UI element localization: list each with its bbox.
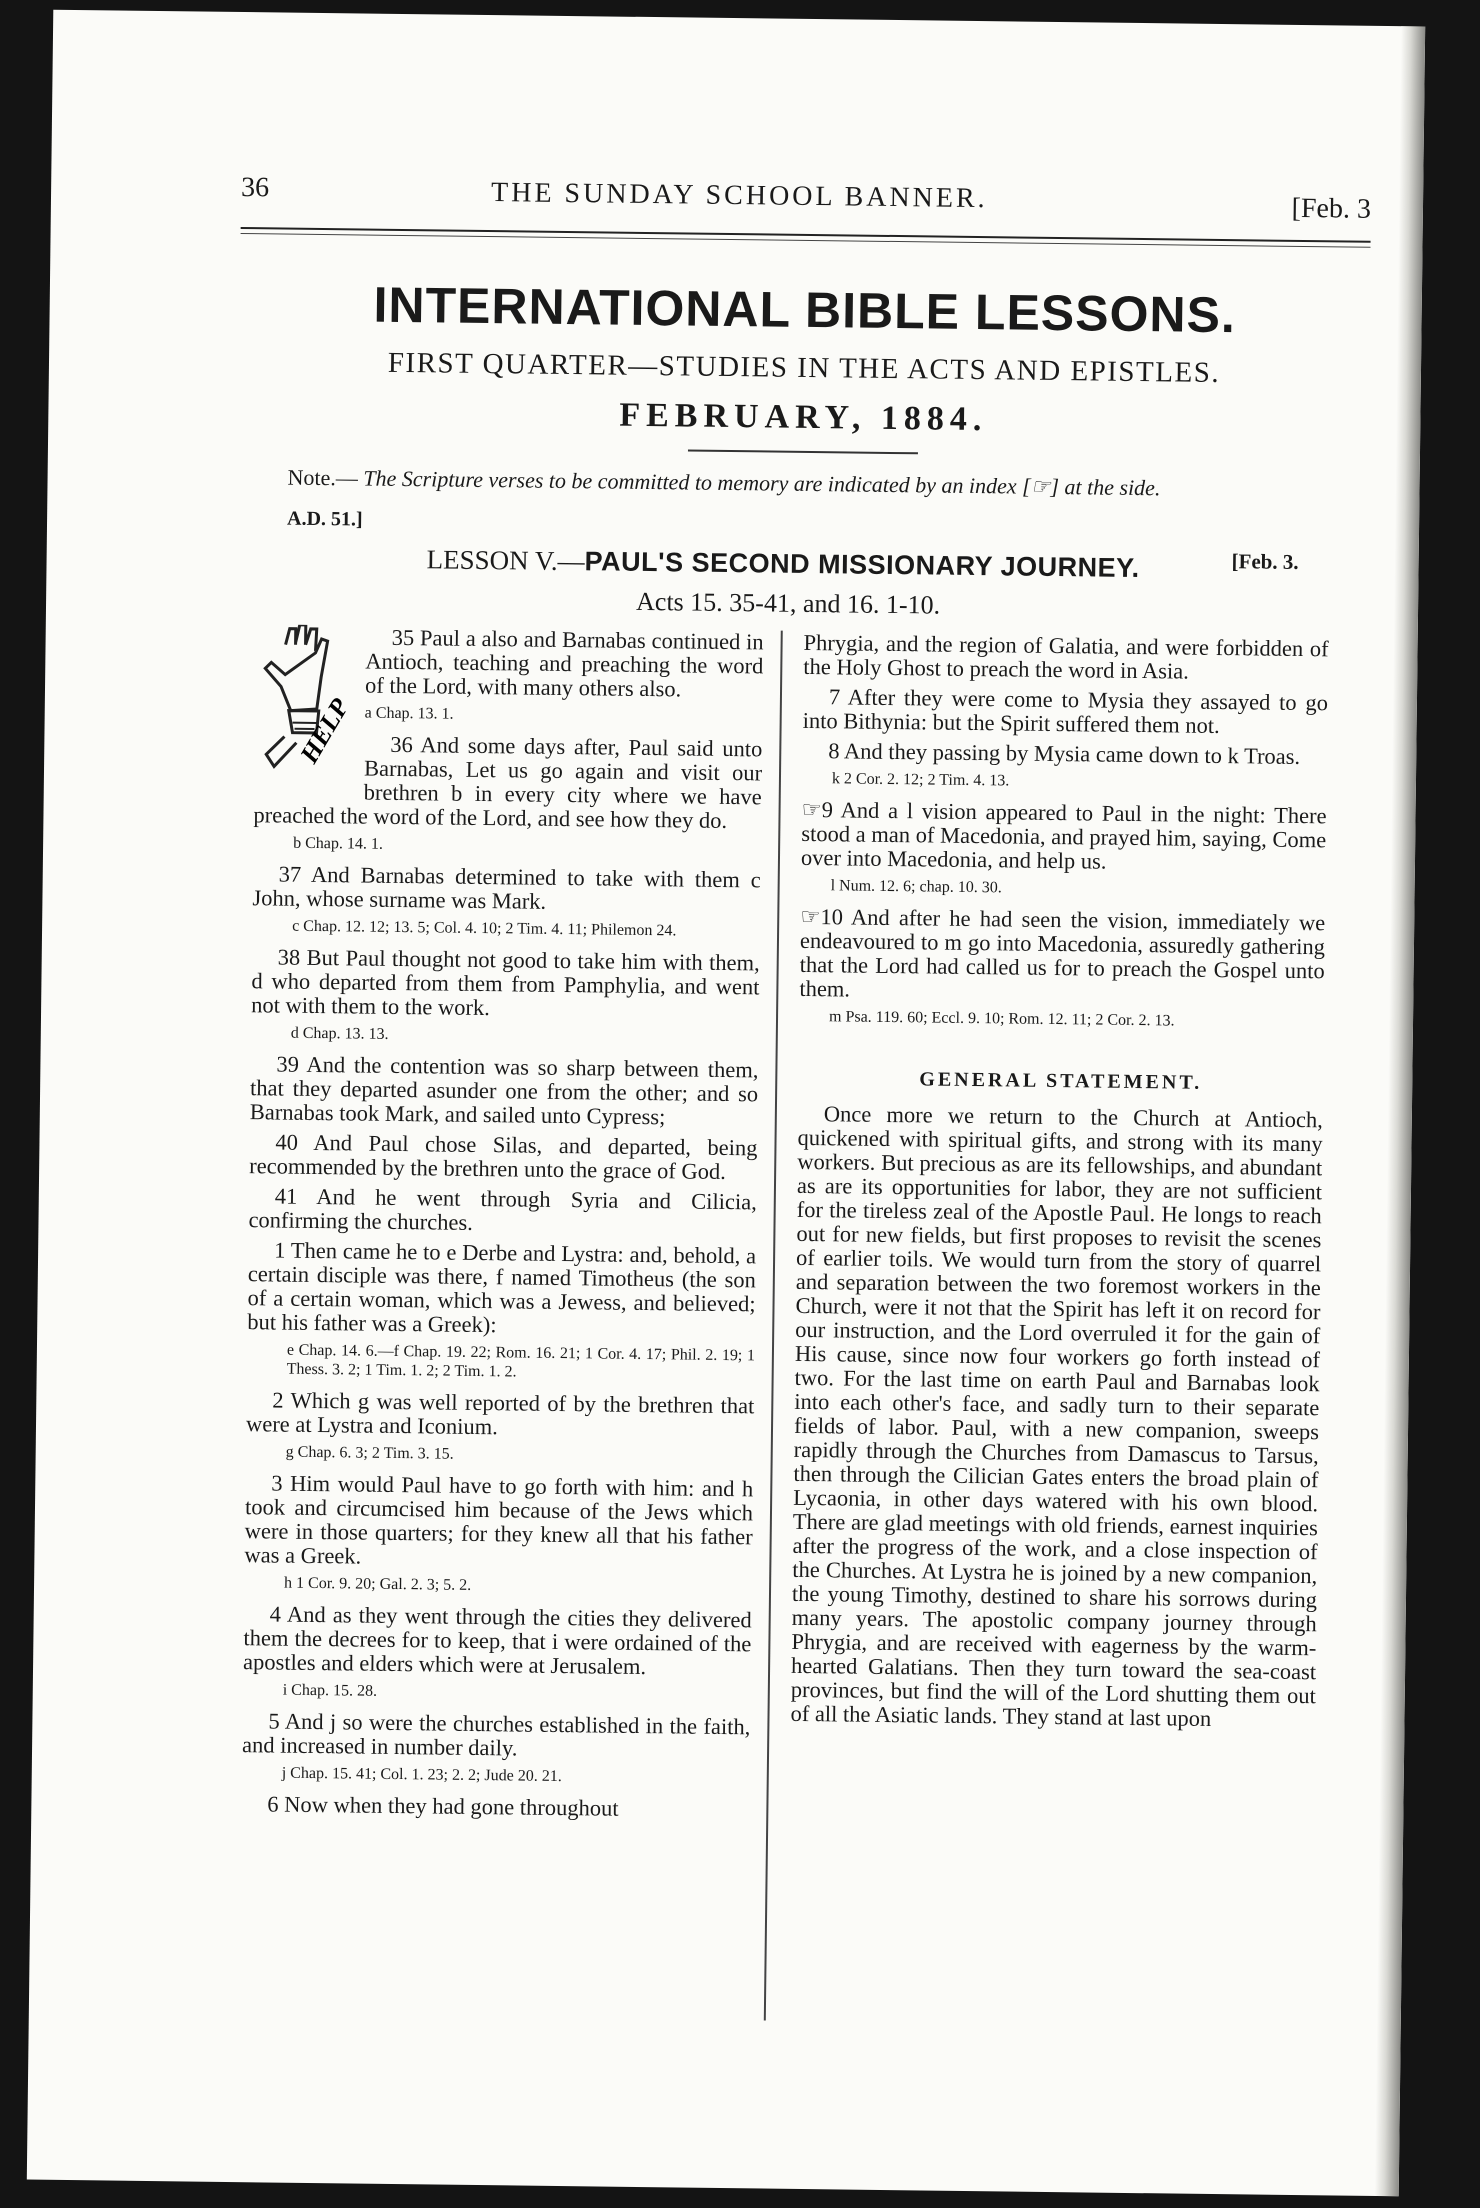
help-label: HELP bbox=[294, 693, 355, 769]
title-rule bbox=[688, 449, 918, 454]
marginal-reference: l Num. 12. 6; chap. 10. 30. bbox=[830, 877, 1002, 897]
running-head bbox=[241, 162, 1372, 226]
scanned-page bbox=[27, 10, 1425, 2197]
verse: 5 And j so were the churches established in the faith, and increased in number daily. bbox=[241, 1708, 751, 1761]
marginal-reference: c Chap. 12. 12; 13. 5; Col. 4. 10; 2 Tim. 4. 11; Philemon 24. bbox=[292, 917, 677, 940]
note-label: Note.— bbox=[287, 464, 359, 491]
verse: ☞9 And a l vision appeared to Paul in the night: There stood a man of Macedonia, and prayed him, saying, Come over into Macedonia, and help us. bbox=[800, 796, 1327, 874]
verse: 7 After they were come to Mysia they assayed to go into Bithynia: but the Spirit suffered them not. bbox=[802, 684, 1329, 739]
left-column bbox=[241, 624, 764, 1828]
general-statement-text: Once more we return to the Church at Antioch, quickened with spiritual gifts, and strong with its many workers. But precious as are its fellowships, and abundant as are its opportunities for labor, they are not sufficient for the tireless zeal of the Apostle Paul. He longs to reach out for new fields, but first proposes to revisit the scenes of earlier toils. We would turn from the story of quarrel and separation between the two foremost workers in the Church, were it not that the Spirit has left it on record for our instruction, and the Lord overruled it for the gain of His cause, since now four workers go forth instead of two. For the last time on earth Paul and Barnabas look into each other's face, and sadly turn to their separate fields of labor. Paul, with a new companion, sweeps rapidly through the Churches from Damascus to Tarsus, then through the Cilician Gates enters the broad plain of Lycaonia, in other days watered with his own blood. There are glad meetings with old friends, earnest inquiries after the progress of the work, and a close inspection of the Churches. At Lystra he is joined by a new companion, the young Timothy, destined to share his sorrows during many years. The apostolic company journey through Phrygia, and are received with eagerness by the warm-hearted Galatians. Then they turn toward the sea-coast provinces, but find the will of the Lord shutting them out of all the Asiatic lands. They stand at last upon bbox=[790, 1101, 1323, 1731]
scripture-reference: Acts 15. 35-41, and 16. 1-10. bbox=[635, 586, 941, 620]
right-column bbox=[790, 631, 1328, 1738]
left-verses bbox=[241, 624, 764, 1822]
running-date: [Feb. 3 bbox=[1291, 192, 1372, 225]
verse: 38 But Paul thought not good to take him with them, d who departed from them from Pamphylia, and went not with them to the work. bbox=[251, 944, 760, 1021]
page-number: 36 bbox=[240, 172, 270, 204]
verse: 3 Him would Paul have to go forth with him: and h took and circumcised him because of the Jews which were in those quarters; for they knew all that his father was a Greek. bbox=[244, 1470, 754, 1569]
marginal-reference: g Chap. 6. 3; 2 Tim. 3. 15. bbox=[285, 1443, 454, 1463]
note-text: The Scripture verses to be committed to memory are indicated by an index [☞] at the side. bbox=[363, 465, 1161, 501]
lesson-heading bbox=[426, 544, 1139, 584]
verse: 8 And they passing by Mysia came down to k Troas. bbox=[828, 738, 1301, 769]
periodical-title: THE SUNDAY SCHOOL BANNER. bbox=[490, 177, 988, 215]
help-hand-icon bbox=[254, 624, 356, 785]
verse: 37 And Barnabas determined to take with them c John, whose surname was Mark. bbox=[252, 861, 761, 914]
verse: 6 Now when they had gone throughout bbox=[267, 1791, 619, 1821]
lesson-number: LESSON V.— bbox=[426, 544, 585, 577]
page-subtitle: FIRST QUARTER—STUDIES IN THE ACTS AND EPISTLES. bbox=[387, 346, 1221, 389]
verse: 36 And some days after, Paul said unto Barnabas, Let us go again and visit our brethren b in every city where we have preached the word of the Lord, and see how they do. bbox=[253, 731, 763, 833]
marginal-reference: m Psa. 119. 60; Eccl. 9. 10; Rom. 12. 11; 2 Cor. 2. 13. bbox=[828, 1008, 1175, 1030]
lesson-title: PAUL'S SECOND MISSIONARY JOURNEY. bbox=[584, 546, 1140, 584]
verse: Phrygia, and the region of Galatia, and were forbidden of the Holy Ghost to preach the word in Asia. bbox=[803, 629, 1329, 684]
general-statement-heading: GENERAL STATEMENT. bbox=[919, 1068, 1203, 1094]
marginal-reference: j Chap. 15. 41; Col. 1. 23; 2. 2; Jude 20. 21. bbox=[281, 1764, 562, 1786]
verse: 4 And as they went through the cities they delivered them the decrees for to keep, that i were ordained of the apostles and elders which were at Jerusalem. bbox=[242, 1601, 752, 1680]
page-title: INTERNATIONAL BIBLE LESSONS. bbox=[373, 276, 1237, 344]
marginal-reference: d Chap. 13. 13. bbox=[290, 1024, 389, 1043]
issue-date: FEBRUARY, 1884. bbox=[619, 396, 988, 439]
marginal-reference: a Chap. 13. 1. bbox=[364, 704, 454, 723]
memory-note bbox=[287, 465, 1337, 504]
column-divider bbox=[764, 631, 783, 2021]
marginal-reference: h 1 Cor. 9. 20; Gal. 2. 3; 5. 2. bbox=[283, 1574, 472, 1594]
lesson-date: [Feb. 3. bbox=[1231, 549, 1299, 574]
verse: 1 Then came he to e Derbe and Lystra: and, behold, a certain disciple was there, f named Timotheus (the son of a certain woman, which was a Jewess, and believed; but his father was a Greek): bbox=[247, 1237, 757, 1338]
verse: 40 And Paul chose Silas, and departed, being recommended by the brethren unto the grace of God. bbox=[249, 1129, 758, 1185]
verse: 41 And he went through Syria and Cilicia, confirming the churches. bbox=[248, 1183, 757, 1235]
verse: 35 Paul a also and Barnabas continued in Antioch, teaching and preaching the word of the Lord, with many others also. bbox=[364, 624, 764, 702]
page-fold bbox=[1375, 26, 1426, 2196]
right-verses bbox=[799, 631, 1329, 1032]
marginal-reference: e Chap. 14. 6.—f Chap. 19. 22; Rom. 16. 21; 1 Cor. 4. 17; Phil. 2. 19; 1 Thess. 3. 2; 1 Tim. 1. 2; 2 Tim. 1. 2. bbox=[286, 1341, 756, 1381]
marginal-reference: b Chap. 14. 1. bbox=[293, 834, 384, 853]
marginal-reference: i Chap. 15. 28. bbox=[282, 1681, 378, 1700]
verse: ☞10 And after he had seen the vision, immediately we endeavoured to m go into Macedonia, assuredly gathering that the Lord had called us for to preach the Gospel unto them. bbox=[799, 903, 1326, 1002]
verse: 39 And the contention was so sharp between them, that they departed asunder one from the other; and so Barnabas took Mark, and sailed unto Cypress; bbox=[249, 1051, 759, 1130]
marginal-reference: k 2 Cor. 2. 12; 2 Tim. 4. 13. bbox=[831, 770, 1010, 790]
verse: 2 Which g was well reported of by the brethren that were at Lystra and Iconium. bbox=[245, 1387, 755, 1440]
lesson-year: A.D. 51.] bbox=[286, 507, 363, 531]
